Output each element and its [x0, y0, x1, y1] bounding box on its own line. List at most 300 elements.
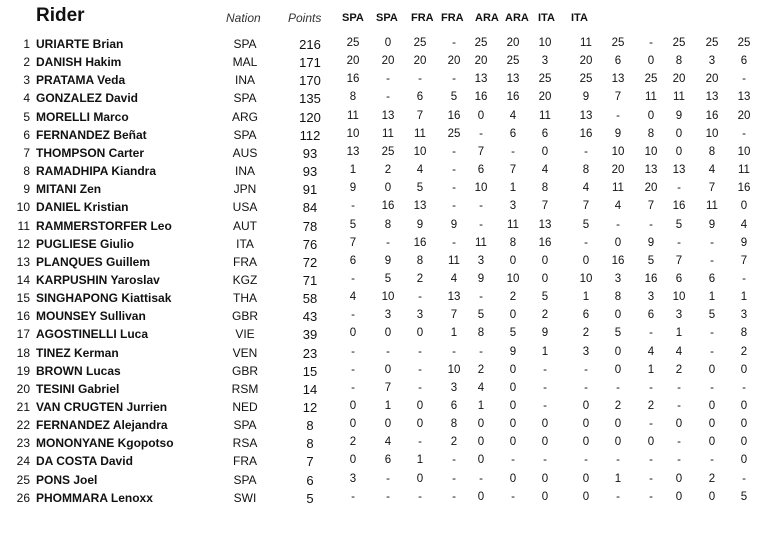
race-score: -	[452, 182, 456, 194]
rider-nation: SPA	[233, 37, 257, 51]
rider-nation: NED	[232, 400, 258, 414]
race-score: 1	[582, 291, 590, 303]
race-score: -	[511, 454, 515, 466]
race-score: 1	[416, 454, 424, 466]
race-score: 10	[611, 146, 625, 158]
race-score: 3	[477, 255, 485, 267]
race-score: 0	[349, 418, 357, 430]
row-position: 3	[23, 73, 30, 87]
row-position: 15	[16, 291, 30, 305]
rider-nation: USA	[232, 200, 258, 214]
race-score: 10	[381, 291, 395, 303]
race-score: 9	[416, 219, 424, 231]
race-score: 7	[614, 91, 622, 103]
rider-nation: FRA	[233, 255, 257, 269]
race-score: 6	[614, 55, 622, 67]
race-score: 13	[737, 91, 751, 103]
race-score: 16	[579, 128, 593, 140]
rider-name: MONONYANE Kgopotso	[36, 436, 174, 450]
race-score: 3	[582, 346, 590, 358]
race-score: 0	[384, 37, 392, 49]
rider-name: SINGHAPONG Kiattisak	[36, 291, 172, 305]
race-score: -	[452, 164, 456, 176]
race-score: -	[677, 382, 681, 394]
rider-points: 170	[299, 73, 321, 88]
rider-name: PLANQUES Guillem	[36, 255, 151, 269]
race-score: 7	[349, 237, 357, 249]
race-score: 0	[541, 473, 549, 485]
race-score: 7	[740, 255, 748, 267]
row-position: 16	[16, 309, 30, 323]
race-score: 0	[349, 327, 357, 339]
race-score: 13	[474, 73, 488, 85]
race-score: 4	[708, 164, 716, 176]
race-score: 11	[347, 110, 359, 122]
race-score: 0	[582, 436, 590, 448]
rider-name: PRATAMA Veda	[36, 73, 126, 87]
race-score: 5	[450, 91, 458, 103]
row-position: 20	[16, 382, 30, 396]
rider-points: 8	[306, 418, 314, 433]
race-score: -	[616, 110, 620, 122]
race-score: 7	[477, 146, 485, 158]
race-score: 16	[737, 182, 751, 194]
rider-nation: GBR	[231, 309, 258, 323]
race-score: 0	[416, 327, 424, 339]
rider-points: 93	[302, 164, 318, 179]
row-position: 1	[23, 37, 30, 51]
race-score: -	[418, 382, 422, 394]
race-score: 9	[349, 182, 357, 194]
race-score: 10	[474, 182, 488, 194]
race-score: -	[452, 473, 456, 485]
race-score: -	[351, 364, 355, 376]
race-score: 0	[477, 436, 485, 448]
race-score: 7	[509, 164, 517, 176]
rider-nation: ITA	[236, 237, 254, 251]
race-score: 16	[538, 237, 552, 249]
race-score: 1	[708, 291, 716, 303]
rider-nation: SPA	[233, 91, 257, 105]
race-score: 4	[384, 436, 392, 448]
rider-name: MITANI Zen	[36, 182, 102, 196]
race-score: 1	[541, 346, 549, 358]
race-score: 13	[538, 219, 552, 231]
race-score: -	[452, 200, 456, 212]
rider-name: FERNANDEZ Beñat	[36, 128, 147, 142]
race-score: 2	[675, 364, 683, 376]
rider-name: DA COSTA David	[36, 454, 133, 468]
race-score: -	[386, 346, 390, 358]
race-score: 7	[416, 110, 424, 122]
rider-name: AGOSTINELLI Luca	[36, 327, 149, 341]
race-score: 5	[740, 491, 748, 503]
points-header: Points	[288, 11, 322, 25]
race-score: 3	[647, 291, 655, 303]
race-score: 2	[509, 291, 517, 303]
race-score: 8	[477, 327, 485, 339]
row-position: 25	[16, 473, 30, 487]
race-score: -	[677, 454, 681, 466]
race-score: 2	[477, 364, 485, 376]
race-score: 0	[708, 364, 716, 376]
race-score: 0	[614, 436, 622, 448]
row-position: 10	[16, 200, 30, 214]
race-score: 25	[579, 73, 593, 85]
race-score: 20	[538, 91, 552, 103]
race-score: 9	[582, 91, 590, 103]
round-header: ITA	[538, 12, 555, 24]
race-score: 6	[477, 164, 485, 176]
race-score: 0	[582, 491, 590, 503]
rider-name: URIARTE Brian	[36, 37, 124, 51]
race-score: 2	[647, 400, 655, 412]
race-score: -	[386, 491, 390, 503]
race-score: 11	[475, 237, 487, 249]
row-position: 19	[16, 364, 30, 378]
race-score: 20	[737, 110, 751, 122]
rider-nation: RSM	[231, 382, 259, 396]
round-header: ARA	[505, 12, 529, 24]
row-position: 2	[23, 55, 30, 69]
race-score: -	[543, 400, 547, 412]
race-score: 2	[541, 309, 549, 321]
race-score: 0	[416, 400, 424, 412]
race-score: 3	[708, 55, 716, 67]
race-score: -	[386, 237, 390, 249]
race-score: 0	[541, 418, 549, 430]
race-score: -	[677, 182, 681, 194]
race-score: -	[418, 436, 422, 448]
race-score: 3	[509, 200, 517, 212]
rider-points: 84	[302, 200, 318, 215]
race-score: -	[418, 491, 422, 503]
race-score: 0	[647, 110, 655, 122]
round-header: SPA	[342, 12, 364, 24]
race-score: 20	[447, 55, 461, 67]
rider-points: 216	[299, 37, 321, 52]
rider-nation: SPA	[233, 128, 257, 142]
row-position: 22	[16, 418, 30, 432]
race-score: 0	[509, 436, 517, 448]
race-score: 11	[673, 91, 685, 103]
race-score: 13	[611, 73, 625, 85]
race-score: 16	[447, 110, 461, 122]
race-score: 11	[414, 128, 426, 140]
race-score: 6	[675, 273, 683, 285]
race-score: -	[710, 255, 714, 267]
race-score: 1	[450, 327, 458, 339]
race-score: 11	[645, 91, 657, 103]
race-score: 7	[450, 309, 458, 321]
race-score: 7	[582, 200, 590, 212]
race-score: 0	[708, 436, 716, 448]
race-score: -	[742, 128, 746, 140]
race-score: 10	[506, 273, 520, 285]
race-score: -	[418, 346, 422, 358]
rider-nation: GBR	[231, 364, 258, 378]
race-score: 3	[416, 309, 424, 321]
race-score: 4	[477, 382, 485, 394]
race-score: 0	[541, 146, 549, 158]
race-score: -	[351, 346, 355, 358]
race-score: 4	[416, 164, 424, 176]
race-score: 25	[474, 37, 488, 49]
rider-nation: SPA	[233, 418, 257, 432]
race-score: -	[418, 364, 422, 376]
rider-points: 12	[302, 400, 318, 415]
race-score: -	[584, 146, 588, 158]
race-score: 8	[582, 164, 590, 176]
race-score: -	[649, 454, 653, 466]
race-score: 10	[538, 37, 552, 49]
race-score: 0	[384, 182, 392, 194]
race-score: -	[616, 219, 620, 231]
race-score: 0	[582, 400, 590, 412]
race-score: -	[479, 200, 483, 212]
rider-header: Rider	[36, 5, 85, 26]
race-score: -	[742, 273, 746, 285]
race-score: 0	[675, 473, 683, 485]
race-score: -	[710, 382, 714, 394]
race-score: 10	[672, 291, 686, 303]
race-score: 7	[708, 182, 716, 194]
rider-points: 76	[302, 237, 318, 252]
race-score: 8	[450, 418, 458, 430]
race-score: 20	[644, 182, 658, 194]
race-score: 0	[477, 491, 485, 503]
rider-nation: INA	[234, 73, 255, 87]
race-score: 4	[647, 346, 655, 358]
race-score: 0	[509, 400, 517, 412]
race-score: 0	[582, 418, 590, 430]
race-score: 20	[381, 55, 395, 67]
rider-points: 7	[306, 454, 314, 469]
rider-points: 39	[302, 327, 318, 342]
race-score: -	[452, 146, 456, 158]
race-score: 1	[509, 182, 517, 194]
row-position: 9	[23, 182, 30, 196]
race-score: 9	[647, 237, 655, 249]
race-score: -	[710, 327, 714, 339]
race-score: -	[452, 73, 456, 85]
race-score: 1	[349, 164, 357, 176]
race-score: -	[418, 73, 422, 85]
race-score: 0	[582, 255, 590, 267]
race-score: 5	[647, 255, 655, 267]
rider-points: 78	[302, 219, 318, 234]
race-score: 1	[384, 400, 392, 412]
race-score: 25	[737, 37, 751, 49]
race-score: 6	[416, 91, 424, 103]
race-score: 0	[740, 436, 748, 448]
race-score: 8	[708, 146, 716, 158]
race-score: -	[452, 454, 456, 466]
race-score: 25	[346, 37, 360, 49]
race-score: -	[351, 273, 355, 285]
row-position: 6	[23, 128, 30, 142]
race-score: 6	[349, 255, 357, 267]
rider-points: 43	[302, 309, 318, 324]
rider-points: 171	[299, 55, 321, 70]
race-score: -	[584, 237, 588, 249]
race-score: -	[649, 382, 653, 394]
race-score: 25	[644, 73, 658, 85]
race-score: -	[351, 309, 355, 321]
round-header: FRA	[411, 12, 434, 24]
row-position: 11	[17, 219, 30, 233]
race-score: 13	[346, 146, 360, 158]
race-score: 0	[384, 364, 392, 376]
race-score: 20	[474, 55, 488, 67]
race-score: -	[677, 237, 681, 249]
race-score: -	[649, 219, 653, 231]
race-score: -	[616, 454, 620, 466]
race-score: -	[479, 128, 483, 140]
rider-name: DANIEL Kristian	[36, 200, 129, 214]
race-score: 0	[349, 454, 357, 466]
race-score: -	[386, 73, 390, 85]
row-position: 13	[16, 255, 30, 269]
race-score: 6	[708, 273, 716, 285]
race-score: -	[710, 454, 714, 466]
race-score: 0	[614, 418, 622, 430]
race-score: 8	[614, 291, 622, 303]
race-score: 4	[582, 182, 590, 194]
race-score: 20	[506, 37, 520, 49]
race-score: 25	[611, 37, 625, 49]
race-score: 0	[384, 418, 392, 430]
rider-points: 135	[299, 91, 321, 106]
race-score: 9	[614, 128, 622, 140]
race-score: 11	[539, 110, 551, 122]
race-score: -	[742, 382, 746, 394]
race-score: 25	[538, 73, 552, 85]
race-score: 2	[450, 436, 458, 448]
row-position: 14	[16, 273, 30, 287]
race-score: -	[616, 491, 620, 503]
race-score: -	[386, 91, 390, 103]
race-score: 8	[647, 128, 655, 140]
race-score: 20	[672, 73, 686, 85]
race-score: 16	[381, 200, 395, 212]
race-score: -	[649, 491, 653, 503]
race-score: 25	[506, 55, 520, 67]
race-score: 0	[740, 454, 748, 466]
race-score: 0	[509, 364, 517, 376]
race-score: 5	[675, 219, 683, 231]
race-score: -	[543, 382, 547, 394]
row-position: 7	[23, 146, 30, 160]
race-score: -	[511, 146, 515, 158]
race-score: 5	[541, 291, 549, 303]
race-score: 6	[541, 128, 549, 140]
race-score: 5	[582, 219, 590, 231]
race-score: -	[543, 364, 547, 376]
race-score: 4	[450, 273, 458, 285]
race-score: 0	[740, 418, 748, 430]
race-score: 9	[708, 219, 716, 231]
row-position: 24	[16, 454, 30, 468]
race-score: 16	[672, 200, 686, 212]
rider-name: GONZALEZ David	[36, 91, 139, 105]
race-score: 8	[349, 91, 357, 103]
race-score: 16	[413, 237, 427, 249]
race-score: -	[452, 491, 456, 503]
race-score: -	[584, 454, 588, 466]
race-score: 20	[346, 55, 360, 67]
race-score: 5	[416, 182, 424, 194]
rider-nation: KGZ	[232, 273, 258, 287]
rider-points: 15	[302, 364, 318, 379]
rider-points: 14	[302, 382, 318, 397]
race-score: -	[479, 219, 483, 231]
race-score: -	[649, 418, 653, 430]
rider-name: KARPUSHIN Yaroslav	[36, 273, 160, 287]
rider-points: 6	[306, 473, 314, 488]
race-score: 20	[579, 55, 593, 67]
race-score: -	[584, 364, 588, 376]
race-score: 9	[541, 327, 549, 339]
race-score: 25	[447, 128, 461, 140]
round-header: FRA	[441, 12, 464, 24]
race-score: 9	[740, 237, 748, 249]
race-score: 10	[737, 146, 751, 158]
race-score: 0	[384, 327, 392, 339]
race-score: 5	[509, 327, 517, 339]
race-score: 25	[705, 37, 719, 49]
race-score: -	[616, 382, 620, 394]
round-header: ARA	[475, 12, 499, 24]
rider-name: VAN CRUGTEN Jurrien	[36, 400, 168, 414]
race-score: 11	[738, 164, 750, 176]
race-score: -	[452, 37, 456, 49]
race-score: 10	[413, 146, 427, 158]
race-score: -	[386, 473, 390, 485]
rider-name: TINEZ Kerman	[36, 346, 119, 360]
rider-points: 91	[302, 182, 318, 197]
race-score: 4	[349, 291, 357, 303]
race-score: 9	[477, 273, 485, 285]
race-score: 0	[647, 436, 655, 448]
race-score: -	[710, 237, 714, 249]
race-score: 6	[582, 309, 590, 321]
race-score: 8	[416, 255, 424, 267]
race-score: 0	[509, 255, 517, 267]
race-score: -	[418, 291, 422, 303]
race-score: 11	[612, 182, 624, 194]
race-score: 0	[509, 309, 517, 321]
row-position: 5	[23, 110, 30, 124]
race-score: 9	[509, 346, 517, 358]
row-position: 26	[16, 491, 30, 505]
race-score: 13	[506, 73, 520, 85]
race-score: 1	[477, 400, 485, 412]
race-score: 0	[708, 418, 716, 430]
race-score: 13	[672, 164, 686, 176]
race-score: 0	[614, 237, 622, 249]
row-position: 8	[23, 164, 30, 178]
rider-name: PONS Joel	[36, 473, 98, 487]
round-header: SPA	[376, 12, 398, 24]
race-score: -	[452, 346, 456, 358]
race-score: 7	[675, 255, 683, 267]
row-position: 23	[16, 436, 30, 450]
race-score: 7	[384, 382, 392, 394]
race-score: 16	[346, 73, 360, 85]
rider-nation: SWI	[233, 491, 257, 505]
race-score: 5	[477, 309, 485, 321]
